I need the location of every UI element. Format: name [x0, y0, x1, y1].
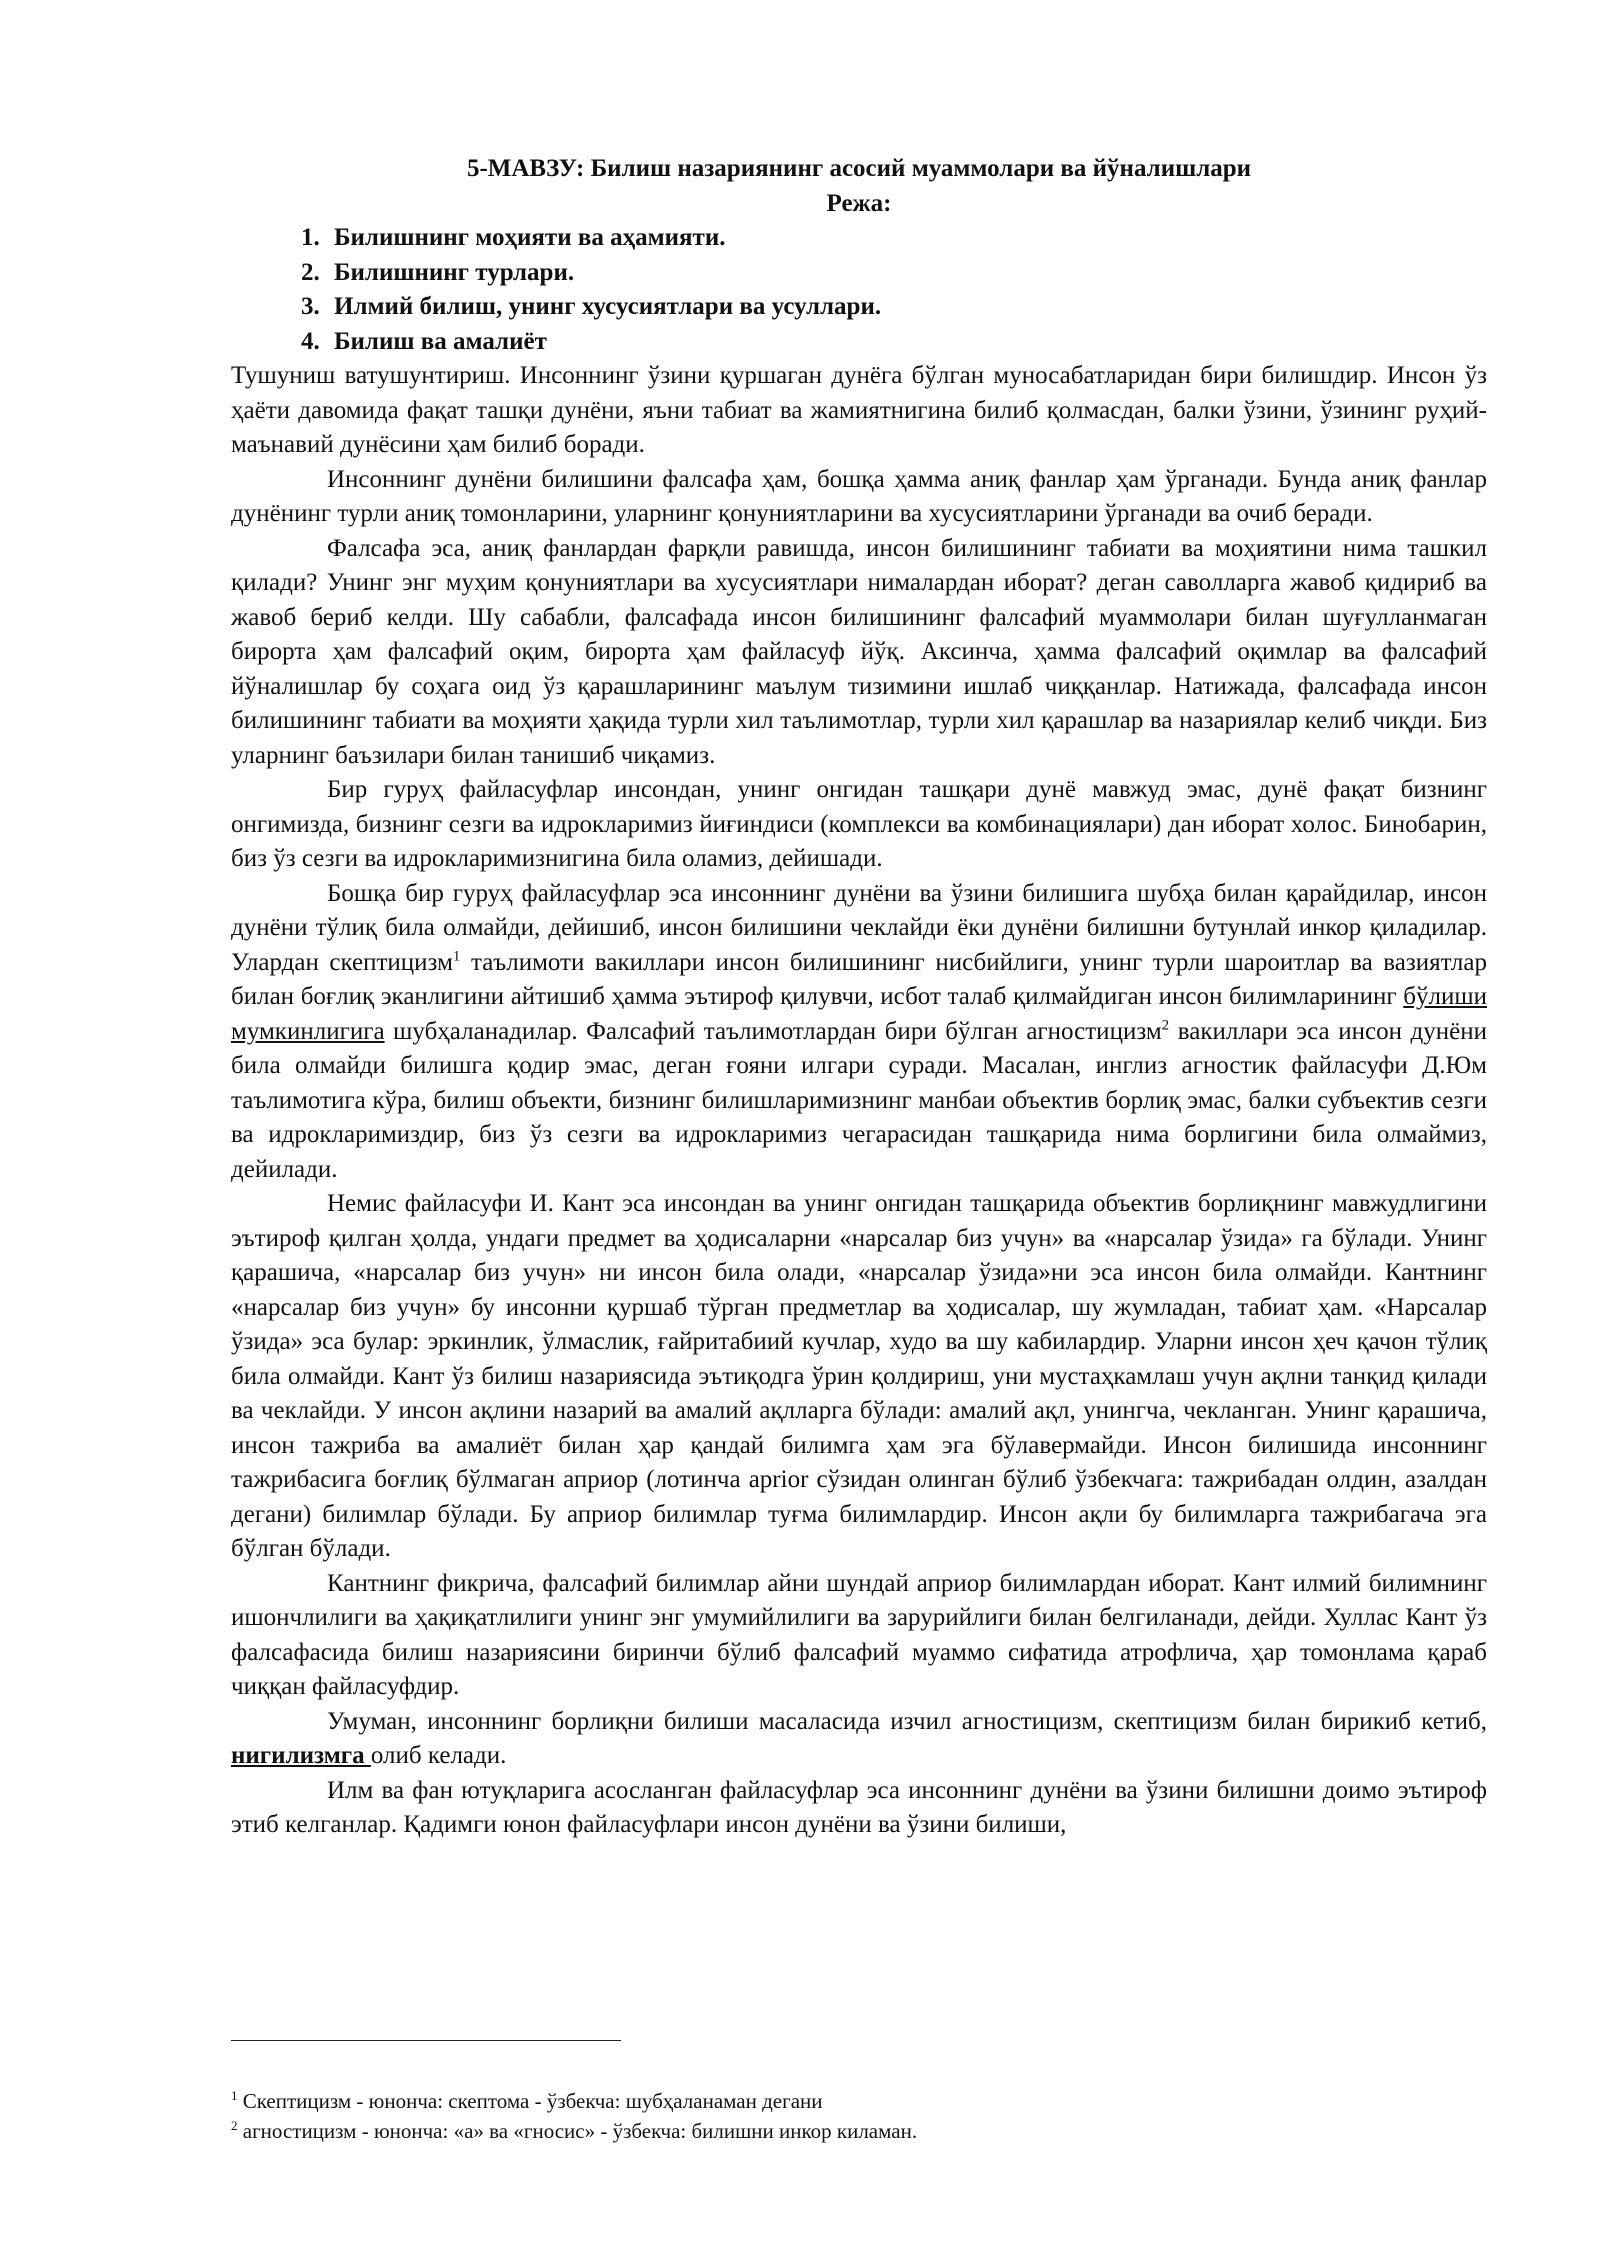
underlined-bold-term: нигилизмга — [231, 1742, 371, 1769]
paragraph-1: Тушуниш ватушунтириш. Инсоннинг ўзини қуршаган дунёга бўлган муносабатларидан бири билишдир. Инсон ўз ҳаёти давомида фақат ташқи дунёни, яъни табиат ва жамиятнигина билиб қолмасдан, балки ўзини, ўзининг руҳий-маънавий дунёсини ҳам билиб боради. — [231, 362, 1487, 458]
footnote-ref-2[interactable]: 2 — [1161, 1017, 1170, 1034]
paragraph-5-text: вакиллари эса инсон дунёни била олмайди билишга қодир эмас, деган ғояни илгари суради. Масалан, инглиз агностик файласуфи Д.Юм таълимотига кўра, билиш объекти, бизнинг билишларимизнинг манбаи объектив борлиқ эмас, балки субъектив сезги ва идрокларимиздир, биз ўз сезги ва идрокларимиз чегарасидан ташқарида нима борлигини била олмаймиз, дейилади. — [231, 1017, 1488, 1183]
footnote-2 — [231, 2116, 1487, 2146]
footnote-text: агностицизм - юнонча: «а» ва «гносис» - ўзбекча: билишни инкор киламан. — [237, 2119, 918, 2143]
paragraph-8-text: Умуман, инсоннинг борлиқни билиши масаласида изчил агностицизм, скептицизм билан бирикиб кетиб, — [327, 1707, 1487, 1735]
paragraph-7: Кантнинг фикрича, фалсафий билимлар айни шундай априор билимлардан иборат. Кант илмий билимнинг ишончлилиги ва ҳақиқатлилиги унинг энг умумийлилиги ва зарурийлиги билан белгиланади, дейди. Хуллас Кант ўз фалсафасида билиш назариясини биринчи бўлиб фалсафий муаммо сифатида атрофлича, ҳар томонлама қараб чиққан файласуфдир. — [231, 1569, 1487, 1700]
paragraph-8 — [231, 1705, 1487, 1774]
lecture-title: 5-МАВЗУ: Билиш назариянинг асосий муаммолари ва йўналишлари — [466, 155, 1252, 182]
footnote-mark: 2 — [231, 2118, 238, 2133]
paragraph-3: Фалсафа эса, аниқ фанлардан фарқли равишда, инсон билишининг табиати ва моҳиятини нима ташкил қилади? Унинг энг муҳим қонуниятлари ва хусусиятлари нималардан иборат? деган саволларга жавоб қидириб ва жавоб бериб келди. Шу сабабли, фалсафада инсон билишининг фалсафий муаммолари билан шуғулланмаган бирорта ҳам фалсафий оқим, бирорта ҳам файласуф йўқ. Аксинча, ҳамма фалсафий оқимлар ва фалсафий йўналишлар бу соҳага оид ўз қарашларининг маълум тизимини ишлаб чиққанлар. Натижада, фалсафада инсон билишининг табиати ва моҳияти ҳақида турли хил таълимотлар, турли хил қарашлар ва назариялар келиб чиқди. Биз уларнинг баъзилари билан танишиб чиқамиз. — [231, 534, 1487, 769]
plan-item: 2. Билишнинг турлари. — [326, 256, 1487, 291]
footnote-mark: 1 — [231, 2088, 238, 2103]
paragraph-8-text: олиб келади. — [370, 1742, 507, 1769]
footnote-separator — [231, 2040, 621, 2041]
paragraph-5-text: таълимоти вакиллари инсон билишининг нисбийлиги, унинг турли шароитлар ва вазиятлар билан боғлиқ эканлигини айтишиб ҳамма эътироф қилувчи, исбот талаб қилмайдиган инсон билимларининг — [231, 948, 1487, 1010]
plan-item: 4. Билиш ва амалиёт — [326, 325, 1487, 360]
underlined-phrase: бўлиши мумкинлигига — [231, 983, 1487, 1045]
plan-item: 1. Билишнинг моҳияти ва аҳамияти. — [326, 221, 1487, 256]
paragraph-6: Немис файласуфи И. Кант эса инсондан ва унинг онгидан ташқарида объектив борлиқнинг мавжудлигини эътироф қилган ҳолда, ундаги предмет ва ҳодисаларни «нарсалар биз учун» ва «нарсалар ўзида» га бўлади. Унинг қарашича, «нарсалар биз учун» ни инсон била олади, «нарсалар ўзида»ни эса инсон била олмайди. Кантнинг «нарсалар биз учун» бу инсонни қуршаб тўрган предметлар ва ҳодисалар, шу жумладан, табиат ҳам. «Нарсалар ўзида» эса булар: эркинлик, ўлмаслик, ғайритабиий кучлар, худо ва шу кабилардир. Уларни инсон ҳеч қачон тўлиқ била олмайди. Кант ўз билиш назариясида эътиқодга ўрин қолдириш, уни мустаҳкамлаш учун ақлни танқид қилади ва чеклайди. У инсон ақлини назарий ва амалий ақлларга бўлади: амалий ақл, унингча, чекланган. Унинг қарашича, инсон тажриба ва амалиёт билан ҳар қандай билимга ҳам эга бўлавермайди. Инсон билишида инсоннинг тажрибасига боғлиқ бўлмаган априор (лотинча aprior сўзидан олинган бўлиб ўзбекчага: тажрибадан олдин, азалдан дегани) билимлар бўлади. Бу априор билимлар туғма билимлардир. Инсон ақли бу билимларга тажрибагача эга бўлган бўлади. — [231, 1190, 1487, 1562]
paragraph-9: Илм ва фан ютуқларига асосланган файласуфлар эса инсоннинг дунёни ва ўзини билишни доимо эътироф этиб келганлар. Қадимги юнон файласуфлари инсон дунёни ва ўзини билиши, — [231, 1776, 1487, 1838]
footnote-1 — [231, 2086, 1487, 2116]
paragraph-5-text: шубҳаланадилар. Фалсафий таълимотлардан бири бўлган агностицизм — [384, 1017, 1162, 1045]
plan-heading: Режа: — [826, 189, 892, 217]
plan-item: 3. Илмий билиш, унинг хусусиятлари ва усуллари. — [326, 290, 1487, 325]
footnote-ref-1[interactable]: 1 — [452, 948, 461, 965]
paragraph-5-text: Бошқа бир гуруҳ файласуфлар эса инсоннинг дунёни ва ўзини билишига шубҳа билан қарайдилар, инсон дунёни тўлиқ била олмайди, дейишиб, инсон билишини чеклайди ёки дунёни билишни бутунлай инкор қиладилар. Улардан скептицизм — [231, 879, 1487, 976]
paragraph-4: Бир гуруҳ файласуфлар инсондан, унинг онгидан ташқари дунё мавжуд эмас, дунё фақат бизнинг онгимизда, бизнинг сезги ва идрокларимиз йиғиндиси (комплекси ва комбинациялари) дан иборат холос. Бинобарин, биз ўз сезги ва идрокларимизнигина била оламиз, дейишади. — [231, 776, 1487, 872]
paragraph-5 — [231, 877, 1487, 1188]
footnotes — [231, 2086, 1487, 2146]
paragraph-2: Инсоннинг дунёни билишини фалсафа ҳам, бошқа ҳамма аниқ фанлар ҳам ўрганади. Бунда аниқ фанлар дунёнинг турли аниқ томонларини, уларнинг қонуниятларини ва хусусиятларини ўрганади ва очиб беради. — [231, 465, 1487, 527]
footnote-text: Скептицизм - юнонча: скептома - ўзбекча: шубҳаланаман дегани — [237, 2089, 823, 2113]
plan-list — [231, 221, 1487, 359]
document-body — [231, 152, 1487, 1843]
